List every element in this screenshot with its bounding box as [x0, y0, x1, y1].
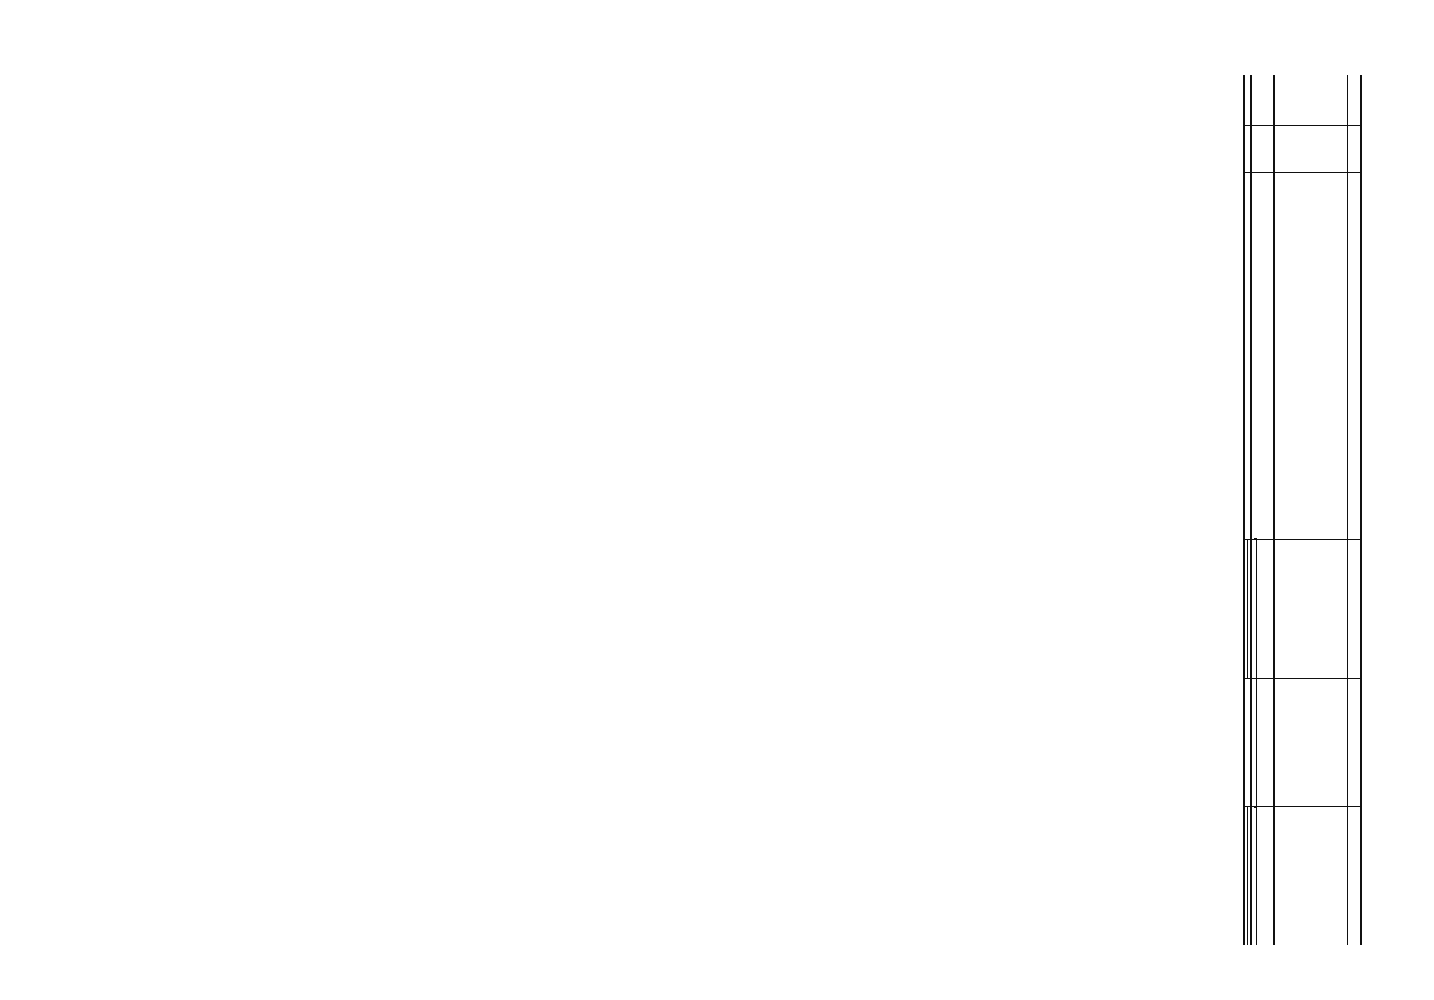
colnum-2: [1348, 125, 1362, 172]
colnum-4: [1348, 539, 1362, 678]
header-ausgegeben: [1274, 539, 1348, 678]
sum-iv1-4-c6: [1251, 807, 1254, 945]
sum-iv4-label: [1254, 172, 1257, 539]
colnum-6: [1348, 807, 1362, 945]
sum-iv4-c4: [1254, 539, 1257, 678]
column-number-row: [1348, 75, 1362, 945]
sum-iv4-c5: [1254, 678, 1257, 806]
sum-iv1-4-c5: [1251, 678, 1254, 806]
unit-c5: [1257, 678, 1275, 806]
sum-iv1-4-c4: [1251, 539, 1254, 678]
section-title: [1248, 172, 1252, 539]
unit-row: [1257, 75, 1275, 945]
sum-iv4-c6: [1254, 807, 1257, 945]
unit-c4: [1257, 539, 1275, 678]
seite-c4: [1244, 539, 1248, 678]
kap-v-number: [1248, 75, 1252, 125]
sum-row-iv4: [1254, 75, 1257, 945]
seite-c5: [1244, 678, 1248, 806]
seite-c6: [1244, 807, 1248, 945]
sum-iv1-4-label: [1251, 172, 1254, 539]
column-header-row: [1274, 75, 1348, 945]
page-header: [1374, 0, 1424, 1000]
colnum-3: [1348, 172, 1362, 539]
header-ausgabe: [1274, 172, 1348, 539]
section-heading-row: [1248, 75, 1252, 945]
unit-c6: [1257, 807, 1275, 945]
colnum-5: [1348, 678, 1362, 806]
header-tit: [1274, 125, 1348, 172]
budget-table: [1243, 75, 1362, 945]
header-summe: [1274, 807, 1348, 945]
colnum-1: [1348, 75, 1362, 125]
seite-label: [1244, 172, 1248, 539]
sum-row-iv1-4: [1251, 75, 1254, 945]
header-reste: [1274, 678, 1348, 806]
seite-row: [1244, 75, 1248, 945]
header-kap: [1274, 75, 1348, 125]
